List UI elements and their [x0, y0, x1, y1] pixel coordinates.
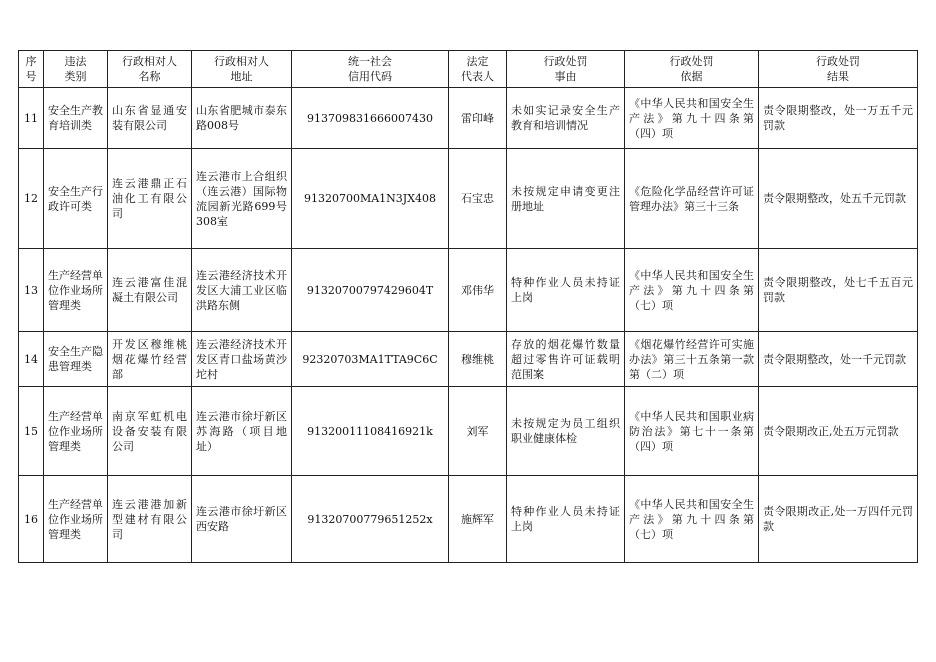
cell-no: 14	[19, 332, 44, 387]
header-result	[759, 51, 918, 88]
header-text: 事由	[554, 70, 577, 83]
table-row	[19, 88, 918, 149]
header-address	[192, 51, 292, 88]
header-text: 行政处罚	[669, 55, 714, 68]
cell-basis: 《中华人民共和国职业病防治法》第七十一条第（四）项	[625, 387, 759, 476]
penalty-table	[18, 50, 918, 563]
header-name	[108, 51, 192, 88]
cell-credit-code: 91320700797429604T	[292, 249, 449, 332]
header-basis	[625, 51, 759, 88]
table-row	[19, 387, 918, 476]
cell-result: 责令限期整改，处一万五千元罚款	[759, 88, 918, 149]
cell-basis: 《危险化学品经营许可证管理办法》第三十三条	[625, 149, 759, 249]
table-row	[19, 332, 918, 387]
cell-name: 连云港鼎正石油化工有限公司	[108, 149, 192, 249]
cell-category: 生产经营单位作业场所管理类	[44, 387, 108, 476]
cell-no: 11	[19, 88, 44, 149]
cell-address: 连云港市徐圩新区西安路	[192, 476, 292, 563]
cell-no: 15	[19, 387, 44, 476]
cell-result: 责令限期整改，处一千元罚款	[759, 332, 918, 387]
cell-legal-rep: 雷印峰	[449, 88, 507, 149]
cell-basis: 《中华人民共和国安全生产法》第九十四条第（七）项	[625, 249, 759, 332]
cell-legal-rep: 石宝忠	[449, 149, 507, 249]
header-legal-rep	[449, 51, 507, 88]
cell-address: 连云港经济技术开发区大浦工业区临洪路东侧	[192, 249, 292, 332]
header-text: 地址	[230, 70, 253, 83]
cell-reason: 未按规定申请变更注册地址	[507, 149, 625, 249]
cell-result: 责令限期整改，处七千五百元罚款	[759, 249, 918, 332]
cell-credit-code: 91320011108416921k	[292, 387, 449, 476]
cell-name: 山东省显通安装有限公司	[108, 88, 192, 149]
cell-reason: 特种作业人员未持证上岗	[507, 249, 625, 332]
header-text: 统一社会	[348, 55, 392, 68]
cell-credit-code: 92320703MA1TTA9C6C	[292, 332, 449, 387]
table-row	[19, 149, 918, 249]
cell-category: 安全生产隐患管理类	[44, 332, 108, 387]
table-header-row	[19, 51, 918, 88]
header-text: 结果	[827, 70, 849, 83]
header-credit-code	[292, 51, 449, 88]
header-text: 行政相对人	[214, 55, 269, 68]
header-no	[19, 51, 44, 88]
header-reason	[507, 51, 625, 88]
cell-category: 安全生产教育培训类	[44, 88, 108, 149]
cell-category: 安全生产行政许可类	[44, 149, 108, 249]
cell-basis: 《烟花爆竹经营许可实施办法》第三十五条第一款第（二）项	[625, 332, 759, 387]
header-text: 行政处罚	[543, 55, 588, 68]
cell-name: 连云港港加新型建材有限公司	[108, 476, 192, 563]
header-text: 名称	[138, 70, 161, 83]
cell-reason: 未如实记录安全生产教育和培训情况	[507, 88, 625, 149]
header-text: 代表人	[461, 70, 494, 83]
cell-name: 开发区穆维桃烟花爆竹经营部	[108, 332, 192, 387]
cell-legal-rep: 穆维桃	[449, 332, 507, 387]
cell-credit-code: 913709831666007430	[292, 88, 449, 149]
header-text: 号	[25, 70, 37, 83]
header-category	[44, 51, 108, 88]
cell-address: 连云港市上合组织（连云港）国际物流园新光路699号308室	[192, 149, 292, 249]
cell-credit-code: 91320700779651252x	[292, 476, 449, 563]
table-row	[19, 249, 918, 332]
cell-address: 山东省肥城市泰东路008号	[192, 88, 292, 149]
cell-category: 生产经营单位作业场所管理类	[44, 476, 108, 563]
cell-result: 责令限期整改，处五千元罚款	[759, 149, 918, 249]
header-text: 类别	[64, 70, 87, 83]
header-text: 行政处罚	[816, 55, 860, 68]
header-text: 违法	[64, 55, 87, 68]
cell-basis: 《中华人民共和国安全生产法》第九十四条第（七）项	[625, 476, 759, 563]
header-text: 依据	[680, 70, 703, 83]
cell-legal-rep: 刘军	[449, 387, 507, 476]
table-row	[19, 476, 918, 563]
cell-no: 16	[19, 476, 44, 563]
cell-name: 连云港富佳混凝土有限公司	[108, 249, 192, 332]
header-text: 信用代码	[348, 70, 392, 83]
cell-address: 连云港市徐圩新区苏海路（项目地址）	[192, 387, 292, 476]
cell-legal-rep: 邓伟华	[449, 249, 507, 332]
cell-no: 13	[19, 249, 44, 332]
header-text: 法定	[466, 55, 489, 68]
header-text: 序	[25, 55, 37, 68]
cell-reason: 未按规定为员工组织职业健康体检	[507, 387, 625, 476]
cell-no: 12	[19, 149, 44, 249]
cell-result: 责令限期改正,处五万元罚款	[759, 387, 918, 476]
header-text: 行政相对人	[122, 55, 177, 68]
cell-reason: 存放的烟花爆竹数量超过零售许可证载明范围案	[507, 332, 625, 387]
cell-legal-rep: 施辉军	[449, 476, 507, 563]
cell-reason: 特种作业人员未持证上岗	[507, 476, 625, 563]
cell-name: 南京军虹机电设备安装有限公司	[108, 387, 192, 476]
cell-address: 连云港经济技术开发区青口盐场黄沙坨村	[192, 332, 292, 387]
cell-credit-code: 91320700MA1N3JX408	[292, 149, 449, 249]
cell-basis: 《中华人民共和国安全生产法》第九十四条第（四）项	[625, 88, 759, 149]
cell-category: 生产经营单位作业场所管理类	[44, 249, 108, 332]
cell-result: 责令限期改正,处一万四仟元罚款	[759, 476, 918, 563]
